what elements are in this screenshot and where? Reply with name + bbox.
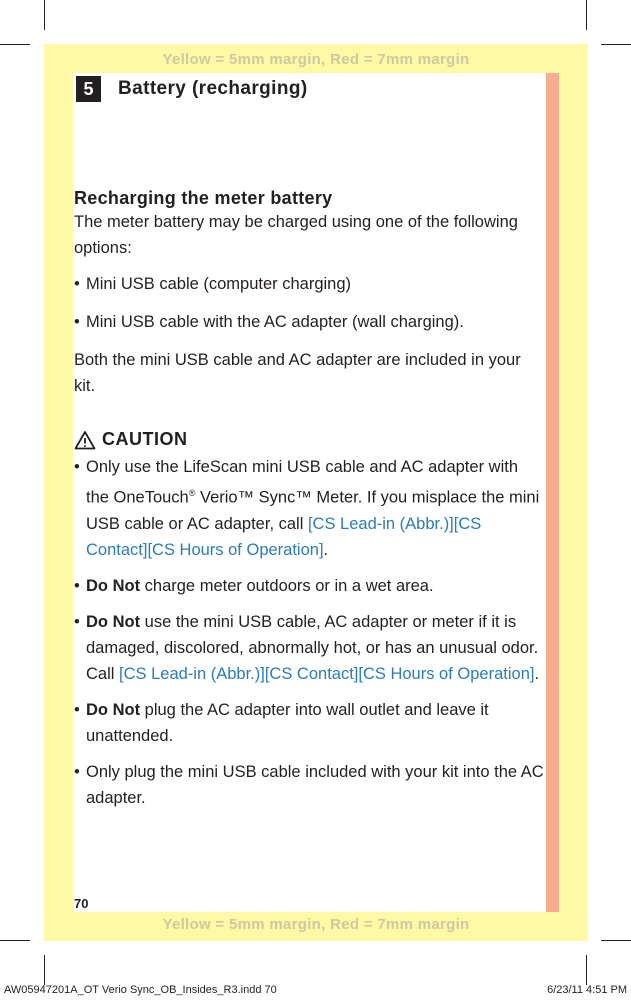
crop-mark (586, 0, 587, 30)
kit-note: Both the mini USB cable and AC adapter are included in your kit. (74, 351, 521, 395)
warning-triangle-icon (74, 430, 96, 450)
crop-mark (0, 44, 30, 45)
caution-item (74, 609, 544, 687)
option-item: • Mini USB cable with the AC adapter (wall charging). (74, 309, 544, 335)
caution-label: CAUTION (102, 429, 188, 449)
main-content (74, 188, 544, 811)
red-margin-strip (546, 73, 559, 912)
do-not-label: Do Not (86, 612, 141, 631)
caution-text: use the mini USB cable, AC adapter or meter if it is damaged, discolored, abnormally hot, or has an unusual odor. Call (86, 612, 539, 683)
margin-note-top: Yellow = 5mm margin, Red = 7mm margin (162, 51, 470, 68)
slug-date: 6/23/11 4:51 PM (547, 984, 627, 996)
do-not-label: Do Not (86, 700, 141, 719)
chapter-number: 5 (76, 76, 101, 102)
cs-contact-link[interactable]: [CS Lead-in (Abbr.)][CS Contact][CS Hours of Operation] (119, 664, 535, 683)
page-number: 70 (74, 896, 89, 911)
crop-mark (0, 940, 30, 941)
caution-text: . (323, 540, 329, 559)
caution-text: charge meter outdoors or in a wet area. (140, 576, 434, 595)
do-not-label: Do Not (86, 576, 141, 595)
registered-mark: ® (188, 488, 196, 498)
option-item: • Mini USB cable (computer charging) (74, 271, 544, 297)
chapter-header (74, 76, 308, 102)
caution-text: Only use the LifeScan mini USB cable and AC adapter with the OneTouch (86, 458, 518, 507)
section-heading: Recharging the meter battery (74, 188, 333, 208)
margin-note-bottom: Yellow = 5mm margin, Red = 7mm margin (162, 916, 470, 933)
crop-mark (601, 44, 631, 45)
caution-text: Verio™ Sync™ Meter. If you misplace the mini USB cable or AC adapter, call (86, 488, 540, 533)
chapter-title: Battery (recharging) (118, 78, 308, 99)
cs-contact-link[interactable]: [CS Lead-in (Abbr.)][CS Contact][CS Hours of Operation] (86, 514, 482, 559)
crop-mark (44, 955, 45, 985)
caution-text: Only plug the mini USB cable included with your kit into the AC adapter. (86, 762, 544, 807)
caution-text: . (534, 664, 540, 683)
caution-heading (74, 429, 544, 450)
caution-item (74, 573, 544, 599)
intro-paragraph: The meter battery may be charged using one of the following options: (74, 213, 518, 257)
crop-mark (586, 955, 587, 985)
crop-mark (601, 940, 631, 941)
caution-item (74, 454, 544, 563)
slug-filename: AW05947201A_OT Verio Sync_OB_Insides_R3.indd 70 (4, 984, 277, 996)
caution-item (74, 759, 544, 811)
caution-text: plug the AC adapter into wall outlet and leave it unattended. (86, 700, 489, 745)
caution-item (74, 697, 544, 749)
crop-mark (44, 0, 45, 30)
